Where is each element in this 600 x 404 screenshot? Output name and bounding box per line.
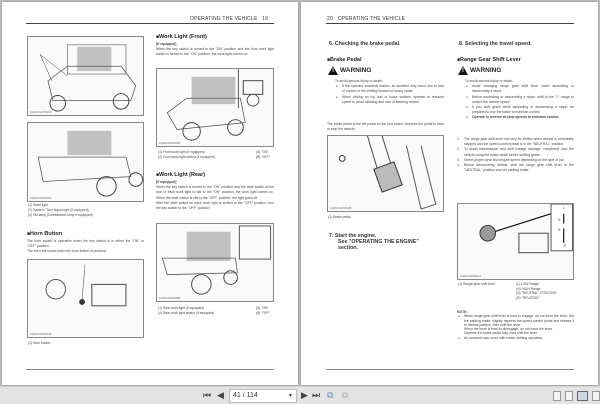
fig-label: N <box>558 228 561 232</box>
page-number-field[interactable] <box>229 389 297 403</box>
page-number: 19 <box>262 16 269 22</box>
warning-bullet: ● If you shift gears while ascending or descending a slope, be prepared to use the brake to maintain control. <box>465 105 574 115</box>
note-text: When the lever is hard to disengage, do not force the lever. <box>464 327 553 332</box>
caption: (1) Rear work light (if equipped) <box>158 306 205 310</box>
step-number: 4. <box>457 163 460 168</box>
page-20 <box>301 2 598 385</box>
note-text: When range gear shift lever is hard to engage, do not force the lever. Set the parking brake, slightly depress the speed control pedal and release it to neutral position, then shift the lever. <box>464 314 574 327</box>
legend-item: (R) "REVERSE" <box>516 295 540 300</box>
warning-bullet: ● If the operator suddenly brakes, an accident may occur due to loss of control or the shifting forward of heavy loads. <box>335 84 444 94</box>
caption: (B) "OFF" <box>256 155 271 159</box>
note-item: ● An accident may occur with erratic shifting operation. <box>457 336 574 340</box>
rear-work-light-illustration <box>156 223 274 302</box>
caption: (A) "ON" <box>256 150 269 154</box>
header-rule <box>26 23 274 24</box>
figure-id: 1AWACGAPF039A <box>159 142 181 145</box>
header-rule <box>326 23 574 24</box>
figure-id: 1AWACGAPF043B <box>330 207 352 210</box>
figure-id: 1AWACGAPF038B <box>159 297 181 300</box>
viewer-toolbar <box>0 386 600 404</box>
range-step <box>457 163 574 173</box>
figure-id: 1AWACGAPF041B <box>30 333 52 336</box>
vehicle-front-illustration <box>27 36 144 116</box>
continuous-view-icon[interactable] <box>565 391 573 401</box>
header-title: OPERATING THE VEHICLE <box>190 16 258 22</box>
page-number-value: 41 / 114 <box>233 392 258 399</box>
horn-text <box>27 239 144 255</box>
warning-label: WARNING <box>470 67 502 74</box>
rear-text <box>156 180 274 211</box>
warning-heading <box>458 66 501 75</box>
caption: (2) Hazard / Turn signal light (if equipped) <box>28 208 89 212</box>
two-page-view-icon[interactable] <box>577 391 588 401</box>
figure-id: 1AWACGAPF041A <box>460 275 482 278</box>
copy-pages-icon[interactable]: ⧉ <box>327 390 334 400</box>
warning-icon <box>458 66 468 75</box>
step-line: See "OPERATING THE ENGINE" <box>338 239 419 245</box>
note-label: NOTE : <box>457 310 469 314</box>
equipped-note: [if equipped] <box>156 180 177 184</box>
chevron-down-icon[interactable]: ▼ <box>288 393 293 399</box>
warning-bullet: ● Avoid changing range gear shift lever when ascending or descending a slope. <box>465 84 574 94</box>
range-warning-text <box>465 79 574 121</box>
footer-rule <box>26 369 274 370</box>
two-page-continuous-view-icon[interactable] <box>592 391 600 401</box>
fig-label: L <box>563 206 565 210</box>
section-title-work-light-front: ■ Work Light (Front) <box>156 34 207 40</box>
step-number: 1. <box>457 137 460 141</box>
caption: (1) Range gear shift lever <box>458 282 496 286</box>
range-step <box>457 137 574 147</box>
step-8: 8. Selecting the travel speed. <box>459 41 532 47</box>
brake-pedal-illustration <box>327 135 444 212</box>
last-page-icon[interactable]: ⏭ <box>312 390 321 400</box>
next-page-icon[interactable]: ▶ <box>301 390 308 400</box>
caption: (1) Front work light (if equipped) <box>158 150 205 154</box>
legend-item: (L) LOW Range <box>516 282 540 286</box>
caption: (A) "ON" <box>256 306 269 310</box>
caption: (1) Brake pedal <box>328 215 351 219</box>
fig-label: H <box>558 218 561 222</box>
legend-item: (H) HIGH Range <box>516 286 541 291</box>
step-text: To avoid transmission and shift linkage damage, completely stop the vehicle using the brake pedal before shifting gears. <box>464 147 574 157</box>
front-captions <box>158 150 274 160</box>
legend-item: (N) "NEUTRAL" POSITION <box>516 291 556 295</box>
front-work-light-illustration <box>156 68 274 147</box>
warning-bullet: ● Operate in reverse at slow speeds to maintain control. <box>465 115 574 120</box>
step-line: 7. Start the engine. <box>329 233 377 239</box>
step-text: The range gear shift lever can only be shifted when vehicle is completely stopped and the speed control pedal is in the "NEUTRAL" position. <box>464 137 574 147</box>
section-title-horn: ■ Horn Button <box>27 231 62 237</box>
step-number: 2. <box>457 147 460 152</box>
warning-intro: To avoid serious injury or death: <box>335 79 383 83</box>
warning-heading <box>328 66 371 75</box>
page-number: 20 <box>327 16 333 22</box>
step-6: 6. Checking the brake pedal. <box>329 41 401 47</box>
page-header <box>190 16 268 22</box>
horn-button-illustration <box>27 259 144 338</box>
section-title-brake-pedal: ■ Brake Pedal <box>327 57 362 63</box>
paragraph: After the slide switch for each work light is shifted to the "OFF" position, turn the key switch to the "OFF" position. <box>156 200 274 211</box>
paste-pages-icon[interactable]: ⧉ <box>342 390 349 400</box>
page-header <box>327 16 405 22</box>
warning-icon <box>328 66 338 75</box>
previous-page-icon[interactable]: ◀ <box>217 390 224 400</box>
brake-warning-text <box>335 79 444 105</box>
single-page-view-icon[interactable] <box>553 391 561 401</box>
paragraph: When the key switch is turned to the "ON" position and the slide switch at the rear of each work light is slid to the "ON" position, the work light comes on. When the slide switch is slid to the "OFF" position, the light goes off. <box>156 185 274 200</box>
range-gear-lever-illustration <box>457 203 574 280</box>
page-19 <box>2 2 298 385</box>
step-7 <box>329 233 419 251</box>
step-number: 3. <box>457 157 460 162</box>
caption: (2) Front work light switch (if equipped) <box>158 155 215 159</box>
vehicle-rear-illustration <box>27 122 144 202</box>
section-title-range-gear: ■ Range Gear Shift Lever <box>457 57 521 63</box>
figure-id: 1AWACGAPF005A <box>30 111 52 114</box>
note-item <box>457 314 574 335</box>
range-steps <box>457 137 574 173</box>
paragraph: When the key switch is turned to the "ON" position and the front work light switch is turned to the "ON" position, the work light comes on. <box>156 47 274 57</box>
equipped-note: [if equipped] <box>156 42 177 46</box>
step-line: section. <box>338 245 359 251</box>
paragraph: The horn switch is operative when the key switch is in either the "ON" or "OFF" position. <box>27 239 144 249</box>
brake-text: The brake pedal is the left pedal on the foot board. Depress the pedal to slow or stop the vehicle. <box>327 122 444 132</box>
figure-id: 1AWACGAPF006A <box>30 197 52 200</box>
warning-intro: To avoid serious injury or death: <box>465 79 513 83</box>
section-title-work-light-rear: ■ Work Light (Rear) <box>156 172 205 178</box>
caption: (1) Horn button <box>28 341 51 345</box>
first-page-icon[interactable]: ⏮ <box>203 390 212 400</box>
lights-captions <box>28 203 93 218</box>
paragraph: The horn will sound when the horn button is pressed. <box>27 249 107 254</box>
rear-captions <box>158 306 274 316</box>
warning-bullet: ● When driving on icy, wet or loose surface, operate at reduced speed to avoid skidding and loss of steering control. <box>335 95 444 105</box>
caption: (1) Head light <box>28 203 48 207</box>
caption: (2) Rear work light switch (if equipped) <box>158 311 215 315</box>
caption: (3) Tail lamp (Combination lamp if equipped) <box>28 213 93 217</box>
gear-legend <box>516 282 556 300</box>
warning-label: WARNING <box>340 67 372 74</box>
step-text: Before dismounting vehicle, shift the range gear shift lever to the "NEUTRAL" position and set parking brake. <box>464 163 574 173</box>
fig-label: R <box>564 244 567 248</box>
note-block <box>457 310 574 340</box>
warning-bullet: ● Before ascending or descending a slope, shift to the "L" range to control the vehicle speed. <box>465 95 574 105</box>
range-step <box>457 147 574 157</box>
header-title: OPERATING THE VEHICLE <box>337 16 406 22</box>
step-text: Select proper gear and engine speed depending on the type of job. <box>464 157 565 162</box>
note-text: Depress the brake pedal fully, then shift the lever. <box>464 331 539 336</box>
footer-rule <box>326 369 574 370</box>
caption: (B) "OFF" <box>256 311 271 315</box>
front-text <box>156 42 274 58</box>
